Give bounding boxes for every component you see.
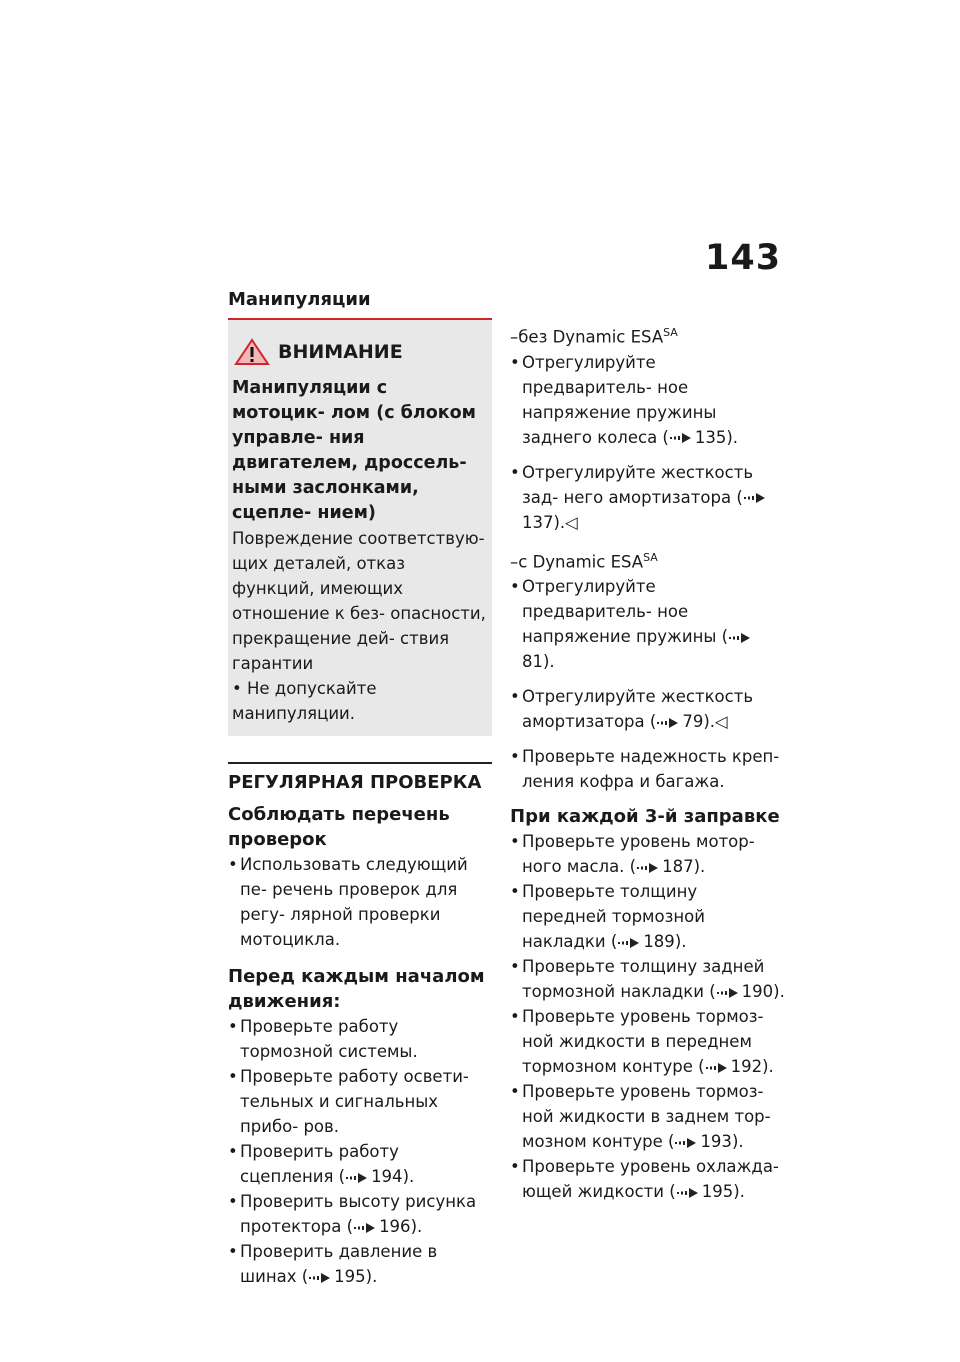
page-ref[interactable]: 81 — [522, 652, 543, 671]
page-ref[interactable]: 137 — [522, 512, 554, 532]
refuel-heading: При каждой 3-й заправке — [510, 806, 780, 827]
page-ref-arrow-icon — [346, 1172, 368, 1184]
warning-title-row — [232, 338, 486, 366]
page-ref-arrow-icon — [354, 1222, 376, 1234]
list-item: • Проверьте работу освети- тельных и сигнальных прибо- ров. — [228, 1067, 469, 1136]
refuel-list — [510, 829, 785, 1204]
with-esa-list — [510, 574, 785, 794]
page-ref-arrow-icon — [657, 717, 679, 729]
list-item: • Проверьте работу тормозной системы. — [228, 1017, 418, 1061]
before-ride-list — [228, 1014, 492, 1289]
page-ref-arrow-icon — [706, 1062, 728, 1074]
page-ref[interactable]: 196 — [379, 1217, 411, 1236]
list-item: • Проверьте уровень мотор- ного масла. ( 187). — [510, 832, 755, 876]
warning-bold-text: Манипуляции с мотоцик- лом (с блоком управле- ния двигателем, дроссель- ными заслонками, сцепле- нием) — [232, 378, 476, 523]
with-esa-label: –с Dynamic $ESA^{SA}$ — [510, 550, 658, 571]
left-column — [228, 288, 492, 1289]
page-ref[interactable]: 192 — [730, 1057, 763, 1076]
page-ref-arrow-icon — [637, 862, 659, 874]
page-ref[interactable]: 187 — [662, 857, 694, 876]
page-ref-arrow-icon — [618, 937, 640, 949]
list-item: • Проверить высоту рисунка протектора ( 196). — [228, 1192, 477, 1236]
without-esa-list — [510, 350, 785, 535]
page-ref-arrow-icon — [677, 1187, 699, 1199]
list-item: • Проверить работу сцепления ( 194). — [228, 1142, 415, 1186]
list-item: • Отрегулируйте жесткость зад- него амортизатора (137).◁ — [510, 460, 785, 535]
list-item: • Проверьте толщину передней тормозной накладки ( 189). — [510, 882, 705, 951]
list-item: • Проверьте уровень тормоз- ной жидкости в заднем тор- мозном контуре ( 193). — [510, 1082, 771, 1151]
list-item: • Проверить давление в шинах ( 195). — [228, 1242, 438, 1286]
checklist-heading: Соблюдать перечень проверок — [228, 804, 450, 850]
warning-box — [228, 318, 492, 736]
list-item: • Проверьте уровень тормоз- ной жидкости в переднем тормозном контуре ( 192). — [510, 1007, 774, 1076]
list-item: • Проверьте толщину задней тормозной накладки ( 190). — [510, 957, 785, 1001]
page-ref-arrow-icon — [744, 492, 766, 504]
list-item: • Отрегулируйте предваритель- ное напряжение пружины заднего колеса ( 135). — [510, 352, 739, 447]
warning-title: ВНИМАНИЕ — [278, 341, 403, 363]
before-ride-heading: Перед каждым началом движения: — [228, 966, 485, 1012]
page-ref[interactable]: 190 — [741, 982, 774, 1001]
page-ref[interactable]: 189 — [643, 932, 675, 951]
list-item: • Проверьте надежность креп- ления кофра и багажа. — [510, 747, 780, 791]
regular-check-heading: РЕГУЛЯРНАЯ ПРОВЕРКА — [228, 762, 492, 796]
page-ref[interactable]: 135 — [694, 427, 727, 447]
page-ref[interactable]: 79 — [682, 712, 704, 731]
page-ref-arrow-icon — [675, 1137, 697, 1149]
page-ref-arrow-icon — [717, 987, 739, 999]
checklist-list — [228, 852, 492, 952]
warning-bullet: • Не допускайте манипуляции. — [232, 679, 377, 723]
page-ref-arrow-icon — [309, 1272, 331, 1284]
page-ref[interactable]: 195 — [334, 1267, 366, 1286]
page-ref[interactable]: 194 — [371, 1167, 403, 1186]
warning-triangle-icon — [234, 338, 270, 366]
list-item: • Использовать следующий пе- речень проверок для регу- лярной проверки мотоцикла. — [228, 855, 468, 949]
page-ref[interactable]: 193 — [700, 1132, 732, 1151]
page-ref[interactable]: 195 — [701, 1182, 734, 1201]
section-title: Манипуляции — [228, 289, 371, 310]
page-ref-arrow-icon — [670, 432, 692, 444]
page-ref-arrow-icon — [729, 632, 751, 644]
right-column — [510, 320, 785, 1204]
without-esa-label: –без Dynamic $ESA^{SA}$ — [510, 326, 678, 347]
list-item: • Отрегулируйте предваритель- ное напряжение пружины (81). — [510, 574, 785, 674]
list-item: • Отрегулируйте жесткость амортизатора ( 79).◁ — [510, 687, 754, 731]
warning-body-text: Повреждение соответствую- щих деталей, отказ функций, имеющих отношение к без- опасности, прекращение дей- ствия гарантии — [232, 529, 486, 673]
list-item: • Проверьте уровень охлажда- ющей жидкости ( 195). — [510, 1157, 779, 1201]
page-number: 143 — [705, 238, 782, 278]
